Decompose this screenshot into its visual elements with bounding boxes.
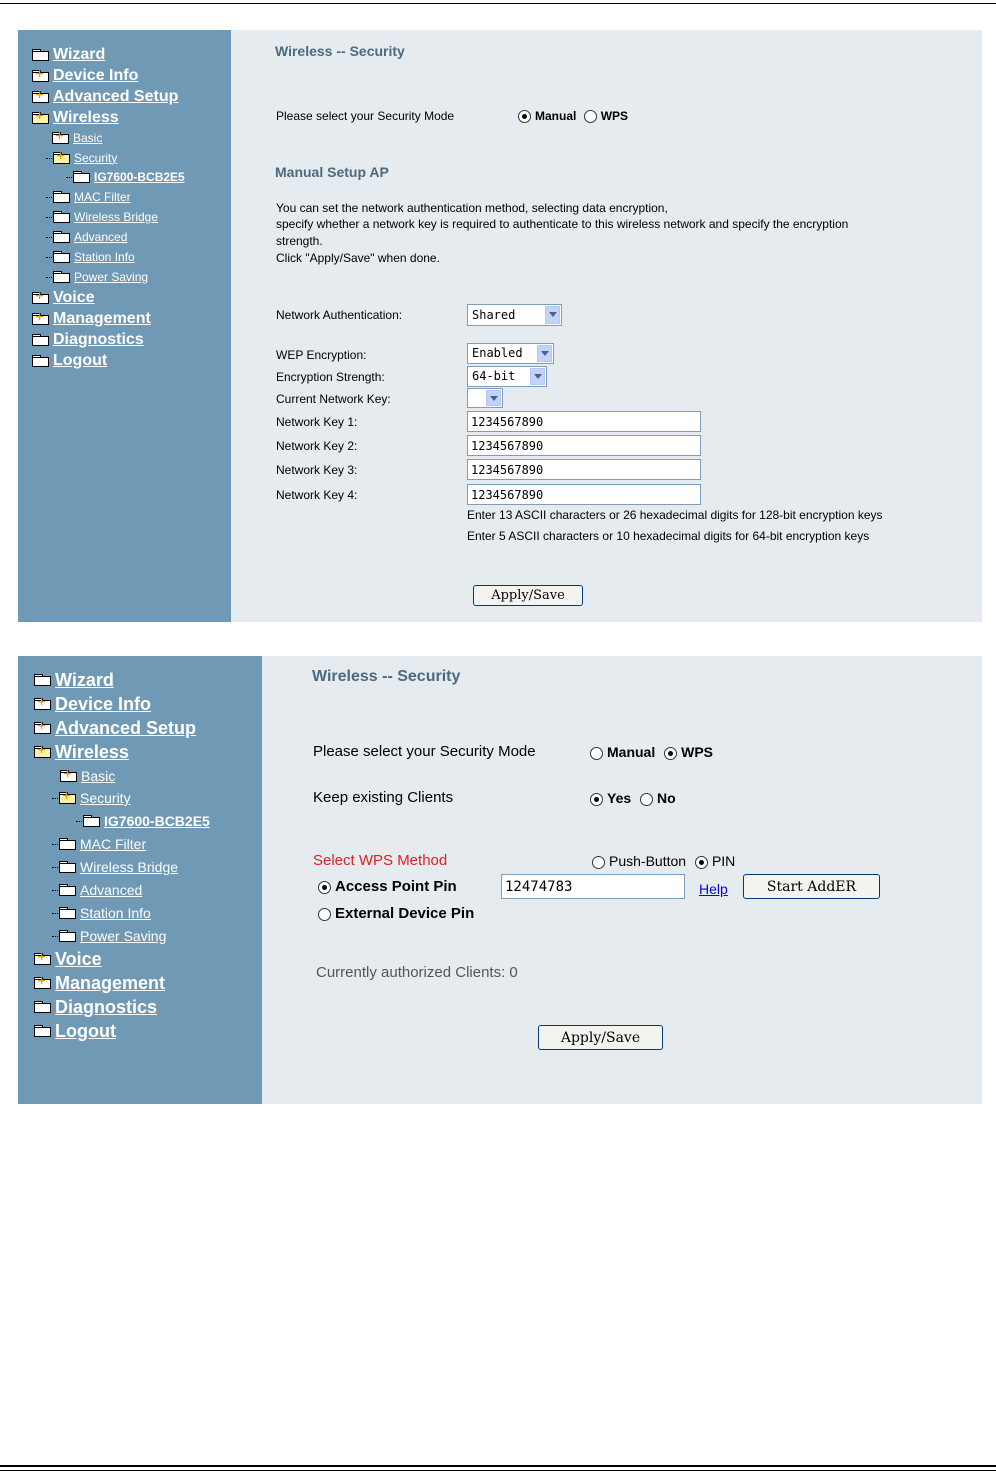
nav-management-label[interactable]: Management [53, 309, 151, 327]
nav-station-info[interactable] [34, 901, 210, 924]
start-adder-button[interactable]: Start AddER [743, 874, 880, 899]
nav-voice[interactable] [32, 287, 185, 308]
sidebar [18, 656, 262, 1104]
folder-plus-icon [34, 953, 51, 965]
nav-ssid-label[interactable]: IG7600-BCB2E5 [104, 812, 210, 829]
tree-line [52, 866, 58, 868]
chevron-down-icon [537, 345, 552, 362]
hint-64-bit: Enter 5 ASCII characters or 10 hexadecimal digits for 64-bit encryption keys [467, 529, 870, 543]
folder-plus-icon [32, 70, 49, 82]
keep-yes-label: Yes [607, 790, 632, 806]
nav-advanced-setup-label[interactable]: Advanced Setup [53, 87, 179, 105]
folder-icon [59, 884, 76, 896]
nav-wireless-label[interactable]: Wireless [55, 741, 129, 762]
tree-line [52, 935, 58, 937]
folder-plus-icon [32, 292, 49, 304]
folder-icon [32, 355, 49, 367]
nav-ssid-label[interactable]: IG7600-BCB2E5 [94, 170, 185, 184]
nav-station-info[interactable] [32, 247, 185, 267]
nav-mac-filter[interactable] [32, 187, 185, 207]
folder-icon [53, 271, 70, 283]
security-mode-label: Please select your Security Mode [313, 743, 536, 760]
network-key-1-label: Network Key 1: [276, 415, 358, 429]
keep-yes-radio[interactable] [590, 793, 603, 806]
folder-icon [34, 1025, 51, 1037]
nav-basic-label[interactable]: Basic [73, 131, 103, 145]
folder-icon [53, 191, 70, 203]
chevron-down-icon [530, 368, 545, 385]
nav-security-label[interactable]: Security [74, 150, 118, 165]
security-mode-group [590, 744, 713, 760]
nav-logout[interactable] [32, 350, 185, 371]
nav-advanced-setup-label[interactable]: Advanced Setup [55, 717, 197, 738]
nav-device-info[interactable] [34, 692, 210, 716]
content [262, 656, 982, 1104]
bottom-rule-thin [0, 1470, 996, 1471]
wps-radio-label: WPS [600, 109, 629, 123]
wps-security-panel [18, 656, 982, 1104]
encryption-strength-select[interactable] [467, 366, 547, 387]
pin-radio[interactable] [695, 856, 708, 869]
tree-line [46, 216, 52, 218]
nav-security[interactable] [32, 148, 185, 167]
keep-no-label: No [657, 790, 676, 806]
top-rule [0, 3, 996, 4]
network-auth-label: Network Authentication: [276, 308, 403, 322]
security-mode-group [518, 109, 628, 123]
network-auth-value: Shared [472, 308, 516, 322]
nav-wireless-label[interactable]: Wireless [53, 108, 119, 126]
nav-wizard-label[interactable]: Wizard [55, 669, 114, 690]
folder-icon [53, 231, 70, 243]
manual-radio-label: Manual [607, 744, 656, 760]
nav-voice[interactable] [34, 947, 210, 971]
nav-power-saving-label[interactable]: Power Saving [80, 927, 167, 944]
nav-diagnostics-label[interactable]: Diagnostics [53, 330, 144, 348]
nav-basic-label[interactable]: Basic [81, 767, 116, 784]
manual-setup-heading: Manual Setup AP [275, 164, 389, 180]
nav-wizard[interactable] [32, 44, 185, 65]
nav-device-info-label[interactable]: Device Info [53, 66, 139, 84]
folder-plus-icon [60, 770, 77, 782]
push-button-label: Push-Button [609, 853, 687, 869]
ap-pin-label: Access Point Pin [335, 878, 457, 895]
help-link[interactable]: Help [699, 881, 728, 897]
network-key-1-input[interactable] [467, 411, 701, 432]
folder-plus-icon [34, 722, 51, 734]
tree-line [52, 843, 58, 845]
folder-icon [83, 815, 100, 827]
nav-station-info-label[interactable]: Station Info [80, 904, 151, 921]
nav-logout-label[interactable]: Logout [55, 1020, 116, 1041]
nav-ssid[interactable] [34, 809, 210, 832]
nav-wireless-bridge[interactable] [32, 207, 185, 227]
folder-icon [53, 211, 70, 223]
nav-power-saving-label[interactable]: Power Saving [74, 270, 149, 284]
ap-pin-radio[interactable] [318, 881, 331, 894]
external-pin-label: External Device Pin [335, 905, 475, 922]
encryption-strength-value: 64-bit [472, 369, 516, 383]
nav-device-info[interactable] [32, 65, 185, 86]
folder-icon [73, 171, 90, 183]
description-line-4: Click "Apply/Save" when done. [276, 251, 440, 265]
tree-line [46, 256, 52, 258]
page-title: Wireless -- Security [312, 668, 461, 685]
nav-voice-label[interactable]: Voice [55, 948, 102, 969]
folder-open-icon [59, 792, 76, 804]
nav-advanced-setup[interactable] [32, 86, 185, 107]
manual-security-panel [18, 30, 982, 622]
nav-advanced[interactable] [34, 878, 210, 901]
tree-line [52, 889, 58, 891]
nav-voice-label[interactable]: Voice [53, 288, 95, 306]
external-pin-group [318, 905, 474, 922]
nav-mac-filter-label[interactable]: MAC Filter [74, 190, 131, 204]
folder-icon [59, 930, 76, 942]
nav-ssid[interactable] [32, 167, 185, 187]
nav-menu [34, 668, 210, 1043]
folder-plus-icon [32, 313, 49, 325]
nav-advanced-setup[interactable] [34, 716, 210, 740]
tree-line [46, 157, 52, 159]
tree-line [52, 912, 58, 914]
network-auth-select[interactable] [467, 304, 562, 326]
tree-line [46, 276, 52, 278]
pin-label: PIN [711, 853, 736, 869]
nav-wireless-bridge-label[interactable]: Wireless Bridge [80, 858, 179, 875]
authorized-clients-label: Currently authorized Clients: 0 [316, 964, 518, 981]
nav-management[interactable] [34, 971, 210, 995]
nav-logout[interactable] [34, 1019, 210, 1043]
chevron-down-icon [486, 390, 501, 406]
security-mode-label: Please select your Security Mode [276, 109, 455, 123]
chevron-down-icon [545, 306, 560, 324]
description-line-3: strength. [276, 234, 323, 248]
network-key-3-input[interactable] [467, 459, 701, 480]
wps-method-group [592, 853, 735, 869]
nav-station-info-label[interactable]: Station Info [74, 250, 135, 264]
nav-mac-filter[interactable] [34, 832, 210, 855]
folder-plus-icon [34, 698, 51, 710]
push-button-radio[interactable] [592, 856, 605, 869]
keep-no-radio[interactable] [640, 793, 653, 806]
folder-plus-icon [34, 977, 51, 989]
hint-128-bit: Enter 13 ASCII characters or 26 hexadecimal digits for 128-bit encryption keys [467, 508, 883, 522]
network-key-4-label: Network Key 4: [276, 488, 358, 502]
current-key-select[interactable] [467, 388, 503, 408]
nav-logout-label[interactable]: Logout [53, 351, 108, 369]
keep-clients-label: Keep existing Clients [313, 789, 454, 806]
nav-basic[interactable] [32, 128, 185, 148]
nav-management[interactable] [32, 308, 185, 329]
folder-icon [32, 334, 49, 346]
tree-line [46, 236, 52, 238]
ap-pin-group [318, 878, 457, 895]
manual-radio[interactable] [518, 110, 531, 123]
folder-open-icon [32, 112, 49, 124]
nav-management-label[interactable]: Management [55, 972, 166, 993]
bottom-rule [0, 1465, 996, 1467]
nav-power-saving[interactable] [32, 267, 185, 287]
folder-icon [59, 838, 76, 850]
tree-line [66, 176, 72, 178]
nav-diagnostics[interactable] [34, 995, 210, 1019]
nav-diagnostics[interactable] [32, 329, 185, 350]
nav-advanced-label[interactable]: Advanced [80, 881, 143, 898]
folder-icon [32, 49, 49, 61]
nav-mac-filter-label[interactable]: MAC Filter [80, 835, 147, 852]
tree-line [46, 196, 52, 198]
nav-security-label[interactable]: Security [80, 790, 131, 806]
folder-open-icon [34, 746, 51, 758]
wep-encryption-label: WEP Encryption: [276, 348, 367, 362]
tree-line [76, 820, 82, 822]
wep-encryption-value: Enabled [472, 346, 523, 360]
wps-method-label: Select WPS Method [313, 852, 448, 869]
nav-advanced-label[interactable]: Advanced [74, 230, 128, 244]
manual-radio[interactable] [590, 747, 603, 760]
nav-security[interactable] [34, 787, 210, 809]
network-key-4-input[interactable] [467, 484, 701, 505]
nav-power-saving[interactable] [34, 924, 210, 947]
network-key-2-input[interactable] [467, 435, 701, 456]
folder-icon [34, 1001, 51, 1013]
folder-icon [59, 861, 76, 873]
nav-menu [32, 44, 185, 371]
nav-wireless-bridge-label[interactable]: Wireless Bridge [74, 210, 159, 224]
description-line-1: You can set the network authentication method, selecting data encryption, [276, 201, 668, 215]
nav-basic[interactable] [34, 764, 210, 787]
tree-line [52, 797, 58, 799]
keep-clients-group [590, 790, 676, 806]
ap-pin-input[interactable] [501, 874, 685, 899]
network-key-3-label: Network Key 3: [276, 463, 358, 477]
nav-wireless[interactable] [32, 107, 185, 128]
wep-encryption-select[interactable] [467, 343, 554, 364]
folder-icon [34, 674, 51, 686]
wps-radio[interactable] [664, 747, 677, 760]
nav-wizard-label[interactable]: Wizard [53, 45, 106, 63]
folder-plus-icon [52, 132, 69, 144]
nav-wizard[interactable] [34, 668, 210, 692]
wps-radio-label: WPS [681, 744, 714, 760]
nav-device-info-label[interactable]: Device Info [55, 693, 152, 714]
manual-radio-label: Manual [535, 109, 577, 123]
nav-diagnostics-label[interactable]: Diagnostics [55, 996, 158, 1017]
encryption-strength-label: Encryption Strength: [276, 370, 385, 384]
page-title: Wireless -- Security [275, 43, 405, 59]
content [231, 30, 982, 622]
network-key-2-label: Network Key 2: [276, 439, 358, 453]
apply-save-button[interactable]: Apply/Save [473, 585, 583, 606]
folder-open-icon [53, 152, 70, 164]
nav-wireless-bridge[interactable] [34, 855, 210, 878]
wps-radio[interactable] [584, 110, 597, 123]
nav-wireless[interactable] [34, 740, 210, 764]
sidebar [18, 30, 231, 622]
folder-icon [53, 251, 70, 263]
description-line-2: specify whether a network key is required to authenticate to this wireless network and specify the encryption [276, 217, 849, 231]
apply-save-button[interactable]: Apply/Save [538, 1025, 663, 1050]
nav-advanced[interactable] [32, 227, 185, 247]
external-pin-radio[interactable] [318, 908, 331, 921]
folder-icon [59, 907, 76, 919]
folder-plus-icon [32, 91, 49, 103]
current-key-label: Current Network Key: [276, 392, 391, 406]
